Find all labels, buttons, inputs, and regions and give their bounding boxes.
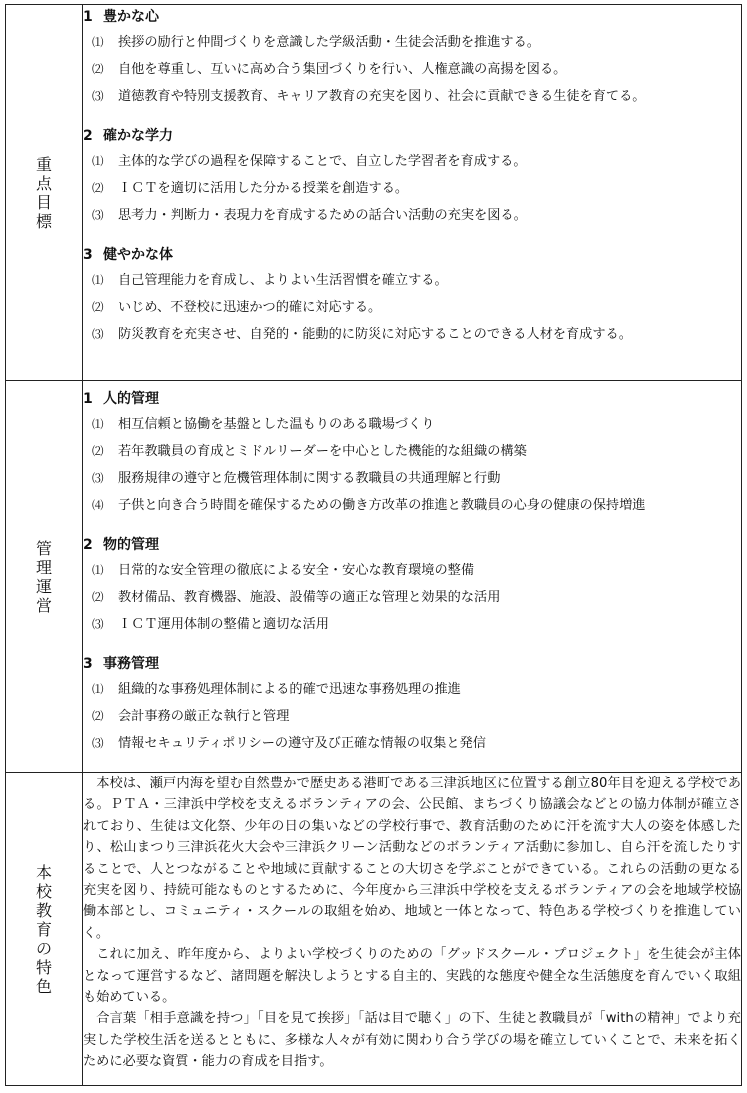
list-item: ⑵ いじめ、不登校に迅速かつ的確に対応する。 [92,300,382,315]
row-label [36,863,52,996]
label-char: 特 [35,957,52,977]
label-char: 色 [35,976,52,996]
goals-content [83,5,742,381]
row-label [36,155,52,231]
label-char: 校 [35,881,52,901]
list-item: ⑵ 会計事務の厳正な執行と管理 [92,709,290,724]
list-item: ⑴ 組織的な事務処理体制による的確で迅速な事務処理の推進 [92,682,461,697]
label-char: 運 [35,576,52,596]
label-char: 理 [35,557,52,577]
table-row [6,381,742,773]
features-content [83,773,742,1086]
list-item: ⑶ 道徳教育や特別支援教育、キャリア教育の充実を図り、社会に貢献できる生徒を育てる。 [92,89,646,104]
table-row [6,5,742,381]
list-item: ⑴ 日常的な安全管理の徹底による安全・安心な教育環境の整備 [92,563,475,578]
list-item: ⑴ 主体的な学びの過程を保障することで、自立した学習者を育成する。 [92,154,527,169]
label-char: 管 [35,538,52,558]
paragraph: 本校は、瀬戸内海を望む自然豊かで歴史ある港町である三津浜地区に位置する創立80年目を迎える学校である。ＰＴＡ・三津浜中学校を支えるボランティアの会、公民館、まちづくり協議会などとの協力体制が確立されており、生徒は文化祭、少年の日の集いなどの学校行事で、教育活動のために汗を流す大人の姿を体感したり、松山まつり三津浜花火大会や三津浜クリーン活動などのボランティア活動に参加し、自ら汗を流したりすることで、人とつながることや地域に貢献することの大切さを学ぶことができている。これらの活動の更なる充実を図り、持続可能なものとするために、今年度から三津浜中学校を支えるボランティアの会を地域学校協働本部とし、コミュニティ・スクールの取組を始め、地域と一体となって、特色ある学校づくりを推進していく。 [83,776,741,941]
label-char: の [35,938,52,958]
list-item: ⑶ ＩＣＴ運用体制の整備と適切な活用 [92,617,329,632]
label-char: 本 [35,862,52,882]
section-heading: 2 確かな学力 [83,128,173,144]
list-item: ⑴ 挨拶の励行と仲間づくりを意識した学級活動・生徒会活動を推進する。 [92,35,540,50]
list-item: ⑵ 教材備品、教育機器、施設、設備等の適正な管理と効果的な活用 [92,590,501,605]
row-label-cell [6,5,83,381]
paragraph: これに加え、昨年度から、よりよい学校づくりのための「グッドスクール・プロジェクト」を生徒会が主体となって運営するなど、諸問題を解決しようとする自主的、実践的な態度や健全な生活態度を育んでいく取組も始めている。 [83,947,741,1006]
list-item: ⑶ 思考力・判断力・表現力を育成するための話合い活動の充実を図る。 [92,208,527,223]
table-row [6,773,742,1086]
row-label-cell [6,773,83,1086]
label-char: 目 [35,192,52,212]
label-char: 営 [35,595,52,615]
section-heading: 1 豊かな心 [83,9,159,25]
section-heading: 1 人的管理 [83,391,159,407]
list-item: ⑴ 相互信頼と協働を基盤とした温もりのある職場づくり [92,417,435,432]
list-item: ⑶ 服務規律の遵守と危機管理体制に関する教職員の共通理解と行動 [92,471,501,486]
list-item: ⑶ 防災教育を充実させ、自発的・能動的に防災に対応することのできる人材を育成する。 [92,327,632,342]
school-plan-table [5,4,742,1086]
management-content [83,381,742,773]
list-item: ⑷ 子供と向き合う時間を確保するための働き方改革の推進と教職員の心身の健康の保持増進 [92,498,646,513]
label-char: 重 [35,154,52,174]
row-label [36,539,52,615]
list-item: ⑴ 自己管理能力を育成し、よりよい生活習慣を確立する。 [92,273,448,288]
paragraph: 合言葉「相手意識を持つ」「目を見て挨拶」「話は目で聴く」の下、生徒と教職員が「withの精神」でより充実した学校生活を送るとともに、多様な人々が有効に関わり合う学びの場を確立していくことで、未来を拓くために必要な資質・能力の育成を目指す。 [83,1011,741,1070]
section-heading: 3 事務管理 [83,656,159,672]
list-item: ⑵ 自他を尊重し、互いに高め合う集団づくりを行い、人権意識の高揚を図る。 [92,62,567,77]
list-item: ⑶ 情報セキュリティポリシーの遵守及び正確な情報の収集と発信 [92,736,486,751]
label-char: 標 [35,211,52,231]
list-item: ⑵ 若年教職員の育成とミドルリーダーを中心とした機能的な組織の構築 [92,444,527,459]
section-heading: 2 物的管理 [83,537,159,553]
label-char: 点 [35,173,52,193]
section-heading: 3 健やかな体 [83,247,173,263]
label-char: 教 [35,900,52,920]
row-label-cell [6,381,83,773]
list-item: ⑵ ＩＣＴを適切に活用した分かる授業を創造する。 [92,181,409,196]
label-char: 育 [35,919,52,939]
